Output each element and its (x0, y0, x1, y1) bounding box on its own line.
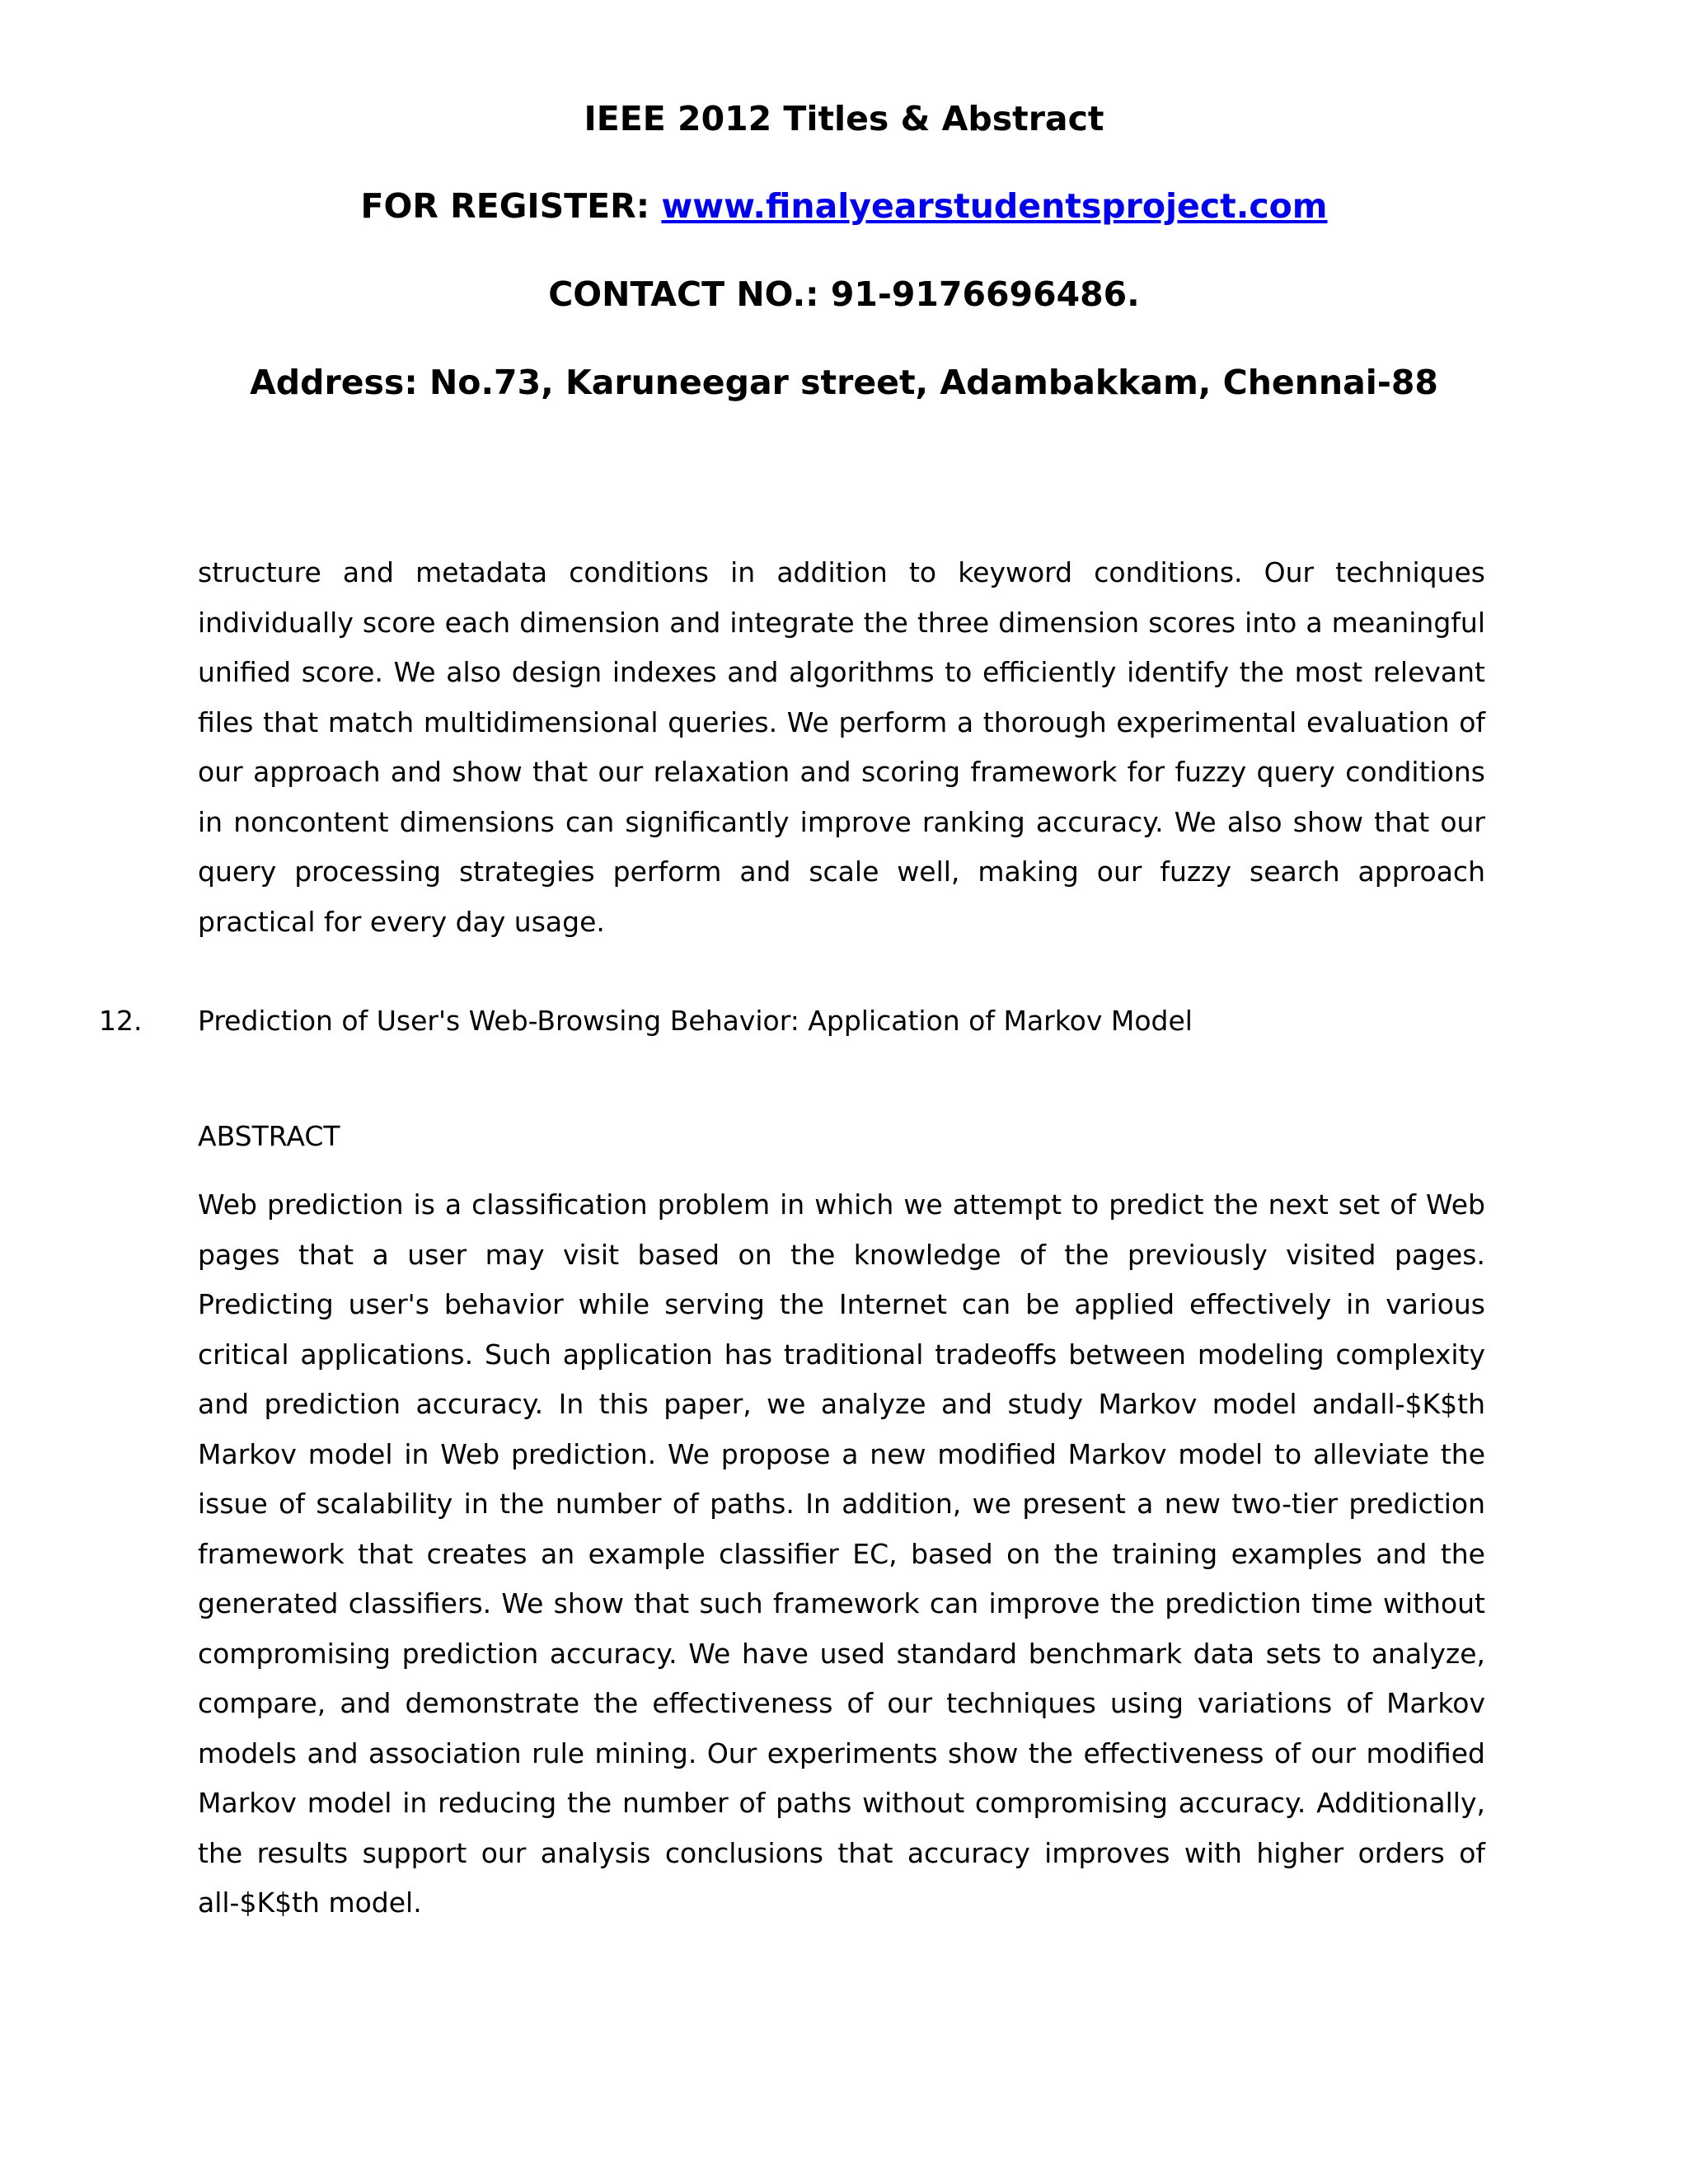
abstract-paragraph: Web prediction is a classification problem in which we attempt to predict the next set of Web pages that a user may visit based on the knowledge of the previously visited pages. Predicting user's behavior while serving the Internet can be applied effectively in various critical applications. Such application has traditional tradeoffs between modeling complexity and prediction accuracy. In this paper, we analyze and study Markov model andall-$K$th Markov model in Web prediction. We propose a new modified Markov model to alleviate the issue of scalability in the number of paths. In addition, we present a new two-tier prediction framework that creates an example classifier EC, based on the training examples and the generated classifiers. We show that such framework can improve the prediction time without compromising prediction accuracy. We have used standard benchmark data sets to analyze, compare, and demonstrate the effectiveness of our techniques using variations of Markov models and association rule mining. Our experiments show the effectiveness of our modified Markov model in reducing the number of paths without compromising accuracy. Additionally, the results support our analysis conclusions that accuracy improves with higher orders of all-$K$th model. (198, 1188, 1485, 1919)
item-number: 12. (99, 1005, 143, 1037)
abstract-heading: ABSTRACT (198, 1120, 340, 1152)
item-title: Prediction of User's Web-Browsing Behavior: Application of Markov Model (198, 1005, 1193, 1037)
register-link[interactable]: www.finalyearstudentsproject.com (661, 186, 1328, 226)
address: Address: No.73, Karuneegar street, Adambakkam, Chennai-88 (250, 363, 1438, 402)
register-line (0, 185, 1688, 227)
contact-number: CONTACT NO.: 91-9176696486. (548, 274, 1140, 314)
register-label: FOR REGISTER: (360, 186, 650, 226)
continued-abstract-paragraph: structure and metadata conditions in addition to keyword conditions. Our techniques individually score each dimension and integrate the three dimension scores into a meaningful unified score. We also design indexes and algorithms to efficiently identify the most relevant files that match multidimensional queries. We perform a thorough experimental evaluation of our approach and show that our relaxation and scoring framework for fuzzy query conditions in noncontent dimensions can significantly improve ranking accuracy. We also show that our query processing strategies perform and scale well, making our fuzzy search approach practical for every day usage. (198, 556, 1485, 938)
document-title: IEEE 2012 Titles & Abstract (584, 99, 1104, 138)
